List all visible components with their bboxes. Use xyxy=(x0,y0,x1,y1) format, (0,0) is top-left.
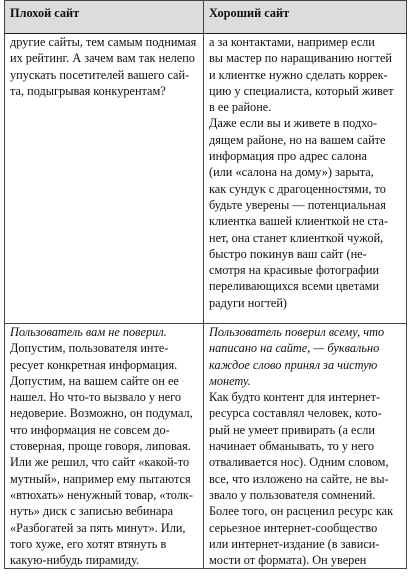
text-line: их рейтинг. А зачем вам так нелепо xyxy=(10,51,195,66)
italic-text-line: каждое слово принял за чистую xyxy=(209,357,378,372)
text-line: Как будто контент для интернет- xyxy=(209,390,381,405)
text-line: Более того, он расценил ресурс как xyxy=(209,504,394,519)
text-line: нашел. Но что-то вызвало у него xyxy=(10,390,182,405)
comparison-table xyxy=(4,0,407,569)
text-line: и клиентке нужно сделать коррек- xyxy=(209,67,388,82)
text-line: Допустим, пользователя инте- xyxy=(10,341,169,356)
text-line: все, что изложено на сайте, не вы- xyxy=(209,471,389,486)
text-line: стоверная, проще говоря, липовая. xyxy=(10,439,191,454)
text-line: дящем районе, но на вашем сайте xyxy=(209,132,386,147)
bad-site-cell xyxy=(5,34,204,324)
text-line: «втюхать» ненужный товар, «толк- xyxy=(10,487,193,502)
text-line: рый не умеет привирать (а если xyxy=(209,422,375,437)
text-line: нет, она станет клиенткой чужой, xyxy=(209,230,384,245)
text-line: Или же решил, что сайт «какой-то xyxy=(10,455,190,470)
text-line: быстро покинув ваш сайт (не- xyxy=(209,246,367,261)
table-row xyxy=(5,324,407,569)
table-header-row xyxy=(5,1,407,34)
text-line: Допустим, на вашем сайте он ее xyxy=(10,373,179,388)
text-line: клиентка вашей клиенткой не ста- xyxy=(209,214,389,229)
text-line: информация про адрес салона xyxy=(209,149,367,164)
text-line: ресует конкретная информация. xyxy=(10,357,178,372)
text-line: звало у пользователя сомнений. xyxy=(209,487,376,502)
good-site-cell xyxy=(204,34,407,324)
text-line: нуть» диск с записью вебинара xyxy=(10,504,174,519)
text-line: Даже если вы и живете в подхо- xyxy=(209,116,378,131)
text-line: будьте уверены — потенциальная xyxy=(209,197,386,212)
text-line: начинает обманывать, то у него xyxy=(209,439,375,454)
text-line: мутный», например ему пытаются xyxy=(10,471,191,486)
text-line: какую-нибудь пирамиду. xyxy=(10,553,140,568)
text-line: серьезное интернет-сообщество xyxy=(209,520,378,535)
italic-text-line: Пользователь поверил всему, что xyxy=(209,325,385,339)
text-line: в ее районе. xyxy=(209,100,272,115)
text-line: переливающихся всеми цветами xyxy=(209,279,380,294)
text-line: недоверие. Возможно, он подумал, xyxy=(10,406,193,421)
text-line: или интернет-издание (в зависи- xyxy=(209,536,380,551)
text-line: радуги ногтей) xyxy=(209,295,287,310)
text-line: (или «салона на дому») зарыта, xyxy=(209,165,374,180)
text-line: мости от формата). Он уверен xyxy=(209,553,367,568)
text-line: цию у специалиста, который живет xyxy=(209,83,394,98)
good-site-cell xyxy=(204,324,407,569)
text-line: «Разбогатей за пять минут». Или, xyxy=(10,520,186,535)
column-header-bad-site: Плохой сайт xyxy=(5,1,204,34)
text-line: ресурса составлял человек, кото- xyxy=(209,406,382,421)
table-row xyxy=(5,34,407,324)
text-line: та, подыгрывая конкурентам? xyxy=(10,83,166,98)
text-line: того хуже, его хотят втянуть в xyxy=(10,536,167,551)
text-line: как сундук с драгоценностями, то xyxy=(209,181,386,196)
text-line: отваливается нос). Одним словом, xyxy=(209,455,389,470)
italic-text-line: написано на сайте, — буквально xyxy=(209,341,380,356)
text-line: а за контактами, например если xyxy=(209,35,375,49)
text-line: вы мастер по наращиванию ногтей xyxy=(209,51,393,66)
text-line: другие сайты, тем самым поднимая xyxy=(10,35,197,49)
column-header-good-site: Хороший сайт xyxy=(204,1,407,34)
bad-site-cell xyxy=(5,324,204,569)
text-line: смотря на красивые фотографии xyxy=(209,263,380,278)
text-line: что информация не совсем до- xyxy=(10,422,170,437)
italic-text-line: монету. xyxy=(209,373,251,388)
text-line: упускать посетителей вашего сай- xyxy=(10,67,190,82)
italic-text-line: Пользователь вам не поверил. xyxy=(10,325,167,339)
